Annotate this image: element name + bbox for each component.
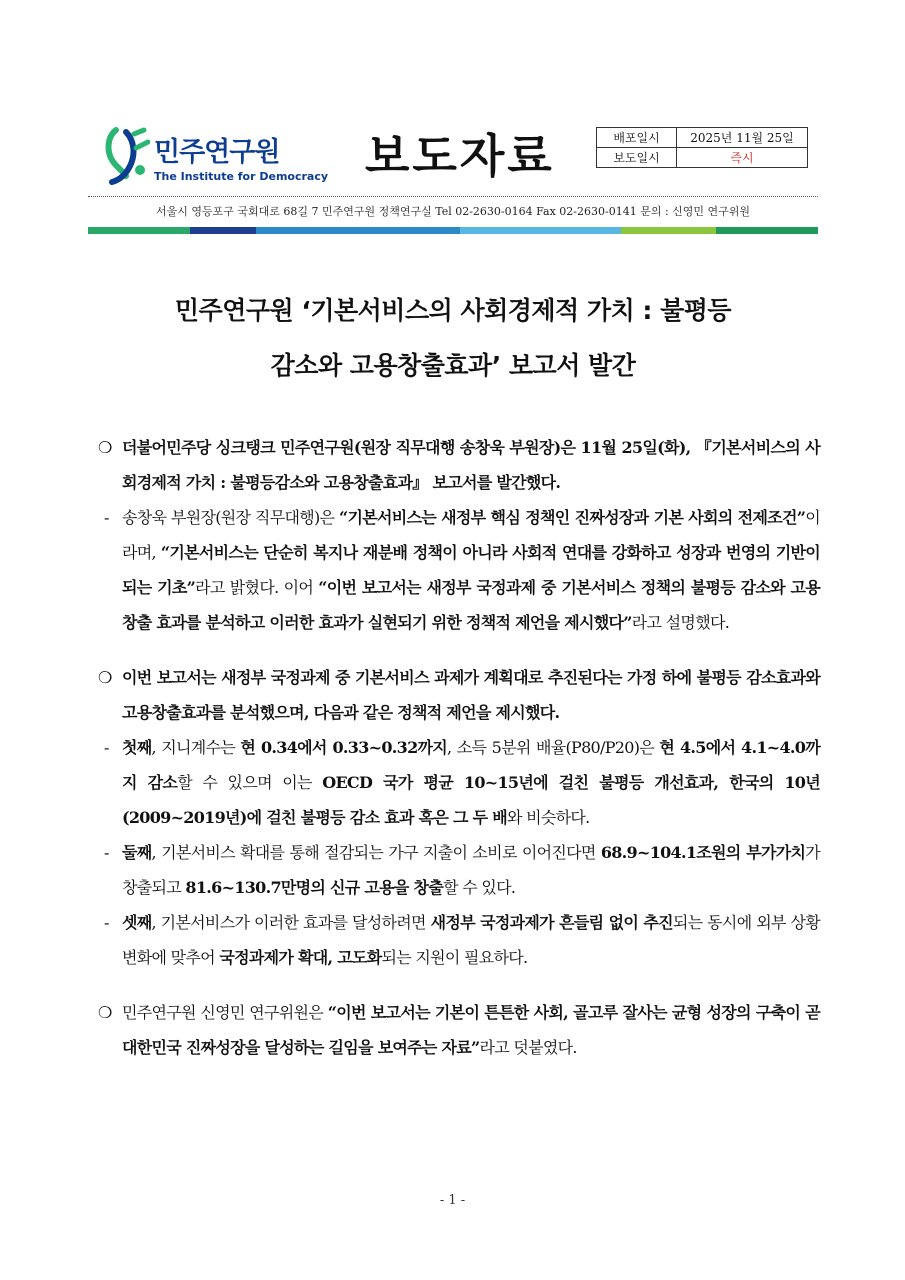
report-date-value: 즉시 — [677, 148, 808, 168]
dash-bullet: - — [104, 843, 109, 862]
subitem-first-finding — [98, 730, 820, 835]
release-date-label: 배포일시 — [597, 128, 677, 148]
bold-text: 68.9~104.1조원의 부가가치 — [600, 843, 806, 862]
text-span: 되는 지원이 필요하다. — [381, 948, 528, 967]
contact-info: 서울시 영등포구 국회대로 68길 7 민주연구원 정책연구실 Tel 02-2630-0164 Fax 02-2630-0141 문의 : 신영민 연구위원 — [155, 205, 751, 218]
color-bar-segment — [190, 227, 256, 234]
release-info-table — [596, 127, 808, 168]
paragraph-text: 이번 보고서는 새정부 국정과제 중 기본서비스 과제가 계획대로 추진된다는 가정 하에 불평등 감소효과와 고용창출효과를 분석했으며, 다음과 같은 정책적 제언을 제시했다. — [122, 668, 820, 722]
color-bar-segment — [716, 227, 818, 234]
color-bar-segment — [460, 227, 621, 234]
text-span: 라고 밝혔다. 이어 — [195, 578, 319, 597]
text-span: 할 수 있다. — [443, 878, 516, 897]
circle-bullet-icon: ❍ — [98, 438, 112, 457]
paragraph-researcher-quote — [98, 995, 820, 1065]
logo-name: 민주연구원 — [154, 137, 280, 168]
text-span: 민주연구원 신영민 연구위원은 — [122, 1003, 328, 1022]
paragraph-publication — [98, 430, 820, 500]
text-span: , 기본서비스 확대를 통해 절감되는 가구 지출이 소비로 이어진다면 — [151, 843, 601, 862]
bold-text: 현 4.5에서 4.1~4.0까지 감소 — [122, 738, 820, 792]
color-bar-segment — [621, 227, 716, 234]
bold-text: 81.6~130.7만명의 신규 고용을 창출 — [185, 878, 444, 897]
text-span: 와 비슷하다. — [506, 808, 590, 827]
dash-bullet: - — [104, 508, 109, 527]
paragraph-analysis — [98, 660, 820, 730]
bold-text: 새정부 국정과제가 흔들림 없이 추진 — [430, 913, 673, 932]
bold-quote: “기본서비스는 단순히 복지나 재분배 정책이 아니라 사회적 연대를 강화하고 성장과 번영의 기반이 되는 기초” — [122, 543, 820, 597]
text-span: 송창욱 부원장(원장 직무대행)은 — [122, 508, 339, 527]
release-date-value: 2025년 11월 25일 — [677, 128, 808, 148]
report-date-row — [597, 148, 808, 168]
paragraph-spacer — [98, 975, 820, 995]
bold-text: 둘째 — [122, 843, 152, 862]
bold-quote: “이번 보고서는 새정부 국정과제 중 기본서비스 정책의 불평등 감소와 고용창출 효과를 분석하고 이러한 효과가 실현되기 위한 정책적 제언을 제시했다” — [122, 578, 820, 632]
text-span: 되는 동시에 외부 상황 변화에 맞추어 — [122, 913, 820, 967]
bold-quote: “기본서비스는 새정부 핵심 정책인 진짜성장과 기본 사회의 전제조건” — [338, 508, 806, 527]
text-span: , 지니계수는 — [151, 738, 241, 757]
press-release-body — [98, 430, 820, 1065]
text-span: 할 수 있으며 이는 — [177, 773, 323, 792]
bold-text: 첫째 — [122, 738, 152, 757]
subitem-vice-president-quote — [98, 500, 820, 640]
release-date-row — [597, 128, 808, 148]
paragraph-spacer — [98, 640, 820, 660]
bold-text: 현 0.34에서 0.33~0.32까지 — [240, 738, 448, 757]
document-type-heading: 보도자료 — [365, 129, 555, 183]
color-bar-segment — [88, 227, 190, 234]
report-date-label: 보도일시 — [597, 148, 677, 168]
text-span: , 소득 5분위 배율(P80/P20)은 — [447, 738, 660, 757]
institute-logo — [104, 126, 329, 188]
logo-english-name: The Institute for Democracy — [154, 170, 329, 183]
text-span: 라고 설명했다. — [631, 613, 730, 632]
color-bar-segment — [256, 227, 460, 234]
logo-emblem-icon — [104, 126, 150, 186]
page-number: - 1 - — [439, 1193, 466, 1208]
subitem-second-finding — [98, 835, 820, 905]
header-divider — [88, 196, 818, 197]
title-line-1: 민주연구원 ‘기본서비스의 사회경제적 가치 : 불평등 — [174, 296, 732, 325]
circle-bullet-icon: ❍ — [98, 668, 112, 687]
bold-text: OECD 국가 평균 10~15년에 걸친 불평등 개선효과, 한국의 10년(2009~2019년)에 걸친 불평등 감소 효과 혹은 그 두 배 — [122, 773, 820, 827]
bold-quote: “이번 보고서는 기본이 튼튼한 사회, 골고루 잘사는 균형 성장의 구축이 곧 대한민국 진짜성장을 달성하는 길임을 보여주는 자료” — [122, 1003, 820, 1057]
subitem-third-finding — [98, 905, 820, 975]
paragraph-text: 더불어민주당 싱크탱크 민주연구원(원장 직무대행 송창욱 부원장)은 11월 25일(화), 『기본서비스의 사회경제적 가치 : 불평등감소와 고용창출효과』 보고서를 발간했다. — [122, 438, 820, 492]
text-span: 가 창출되고 — [122, 843, 820, 897]
dash-bullet: - — [104, 913, 109, 932]
circle-bullet-icon: ❍ — [98, 1003, 112, 1022]
title-line-2: 감소와 고용창출효과’ 보고서 발간 — [270, 351, 636, 380]
bold-text: 국정과제가 확대, 고도화 — [219, 948, 382, 967]
bold-text: 셋째 — [122, 913, 152, 932]
text-span: , 기본서비스가 이러한 효과를 달성하려면 — [151, 913, 431, 932]
header-color-bar — [88, 227, 818, 234]
dash-bullet: - — [104, 738, 109, 757]
text-span: 라고 덧붙였다. — [479, 1038, 577, 1057]
press-release-title — [88, 283, 818, 393]
text-span: 이라며, — [122, 508, 820, 562]
